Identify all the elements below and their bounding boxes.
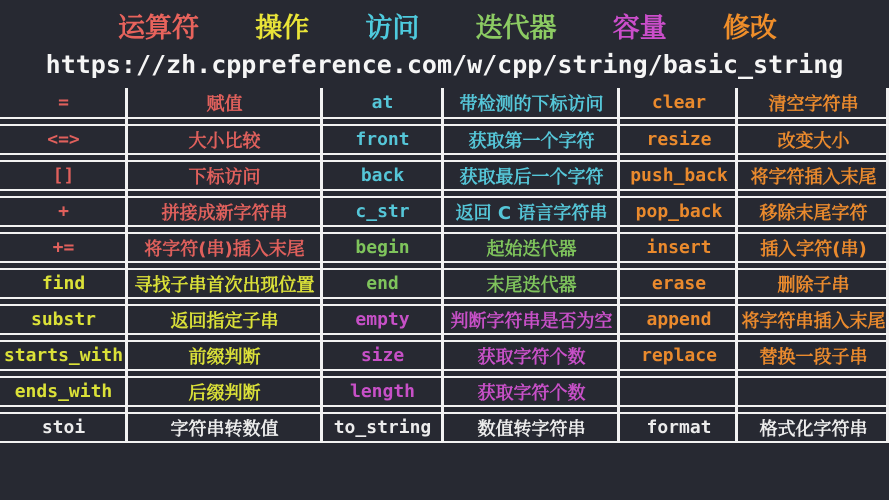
category-iterator: 迭代器 [475,13,557,44]
table-cell [738,378,889,405]
table-cell: format [646,417,712,438]
table-row [0,196,889,227]
column-divider [320,88,323,443]
table-cell: 数值转字符串 [477,418,586,440]
table-cell: stoi [41,417,86,438]
category-operator: 运算符 [118,13,199,44]
table-cell: 格式化字符串 [759,418,868,440]
table-cell: replace [641,345,717,366]
table-cell: 移除末尾字符 [759,202,868,224]
table-cell: 获取第一个字符 [468,130,595,152]
table-cell: 寻找子串首次出现位置 [134,274,315,296]
table-cell: 赋值 [206,93,243,115]
column-divider [617,88,620,443]
table-cell: 删除子串 [777,274,850,296]
table-cell: 起始迭代器 [486,238,577,260]
category-operation: 操作 [255,13,310,44]
table-cell: back [360,165,405,186]
table-cell [620,378,738,405]
table-cell: 字符串转数值 [170,418,279,440]
table-cell: find [41,273,86,294]
table-cell: 返回 C 语言字符串 [455,202,608,224]
string-methods-table [0,88,889,443]
table-cell: append [646,309,712,330]
table-row [0,412,889,443]
table-cell: 拼接成新字符串 [161,202,288,224]
table-cell: 获取字符个数 [477,382,586,404]
category-access: 访问 [365,13,420,44]
table-cell: length [349,381,416,402]
table-cell: substr [30,309,97,330]
table-cell: insert [646,237,712,258]
category-modify: 修改 [722,13,777,44]
table-cell: 清空字符串 [768,93,859,115]
category-nav [0,13,889,45]
table-cell: 判断字符串是否为空 [450,310,613,332]
table-cell: 改变大小 [777,130,850,152]
table-cell: += [52,237,75,258]
table-row [0,376,889,407]
table-cell: c_str [355,201,410,222]
table-cell: <=> [47,129,80,150]
table-cell: = [58,92,69,113]
column-divider [441,88,444,443]
table-cell: push_back [630,165,728,186]
table-row [0,268,889,299]
table-cell: empty [355,309,410,330]
column-divider [125,88,128,443]
table-cell: end [366,273,399,294]
table-cell: starts_with [3,345,124,366]
table-cell: 将字符插入末尾 [750,166,877,188]
table-row [0,124,889,155]
table-row [0,304,889,335]
table-cell: size [360,345,405,366]
table-cell: 将字符(串)插入末尾 [144,238,305,260]
table-cell: 带检测的下标访问 [459,93,604,115]
table-cell: [] [52,165,75,186]
column-divider [735,88,738,443]
table-cell: 获取字符个数 [477,346,586,368]
table-cell: resize [646,129,712,150]
table-cell: 替换一段子串 [759,346,868,368]
table-cell: front [355,129,410,150]
table-row [0,232,889,263]
table-cell: + [58,201,69,222]
table-cell: 将字符串插入末尾 [741,310,886,332]
table-cell: 插入字符(串) [760,238,867,260]
reference-url: https://zh.cppreference.com/w/cpp/string/basic_string [45,50,844,79]
table-cell: 大小比较 [188,130,261,152]
table-cell: begin [355,237,410,258]
table-cell: erase [651,273,707,294]
table-row [0,340,889,371]
table-cell: at [371,92,394,113]
table-cell: 前缀判断 [188,346,261,368]
table-cell: pop_back [635,201,723,222]
category-capacity: 容量 [612,13,667,44]
table-cell: 返回指定子串 [170,310,279,332]
table-row [0,88,889,119]
table-cell: clear [651,92,707,113]
table-row [0,160,889,191]
table-cell: 获取最后一个字符 [459,166,604,188]
table-cell: 后缀判断 [188,382,261,404]
table-cell: ends_with [14,381,113,402]
table-cell: 末尾迭代器 [486,274,577,296]
table-cell: to_string [333,417,432,438]
table-cell: 下标访问 [188,166,261,188]
